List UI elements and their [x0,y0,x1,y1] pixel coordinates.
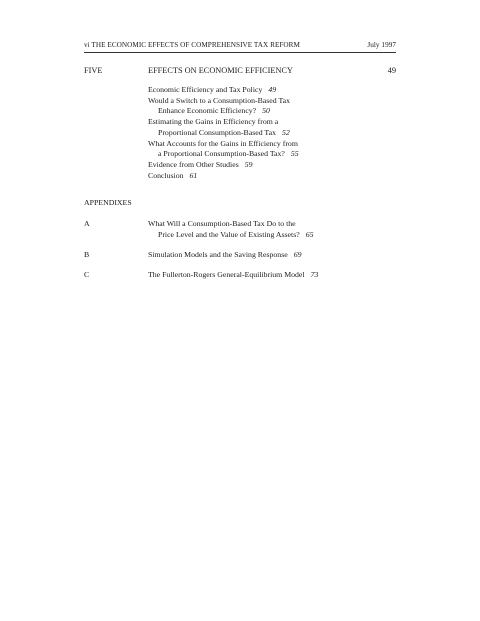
toc-page-number: 61 [189,170,198,180]
toc-entry-conclusion [148,171,368,182]
chapter-number: FIVE [84,66,103,75]
toc-entry-text: Evidence from Other Studies [148,159,239,169]
toc-entry-text: What Accounts for the Gains in Efficiency from [148,138,298,148]
toc-entry-switch-consumption-tax [148,96,368,117]
appendix-title [148,250,378,261]
chapter-title: EFFECTS ON ECONOMIC EFFICIENCY [148,66,293,75]
toc-entry-text-continued: Enhance Economic Efficiency? [158,106,257,116]
appendix-page-number: 65 [305,229,314,239]
toc-entry-text: Would a Switch to a Consumption-Based Tax [148,95,291,105]
toc-page-number: 59 [244,159,253,169]
appendix-page-number: 69 [293,250,302,259]
appendix-title [148,270,378,281]
section-list [148,85,368,181]
appendix-letter: A [84,219,90,228]
running-head-date: July 1997 [367,41,396,49]
appendix-title-text: The Fullerton-Rogers General-Equilibrium Model [148,270,305,279]
toc-entry-efficiency-policy [148,85,368,96]
toc-page-number: 52 [282,127,290,137]
appendix-title-text-continued: Price Level and the Value of Existing Assets? [158,229,300,239]
toc-entry-text-continued: Proportional Consumption-Based Tax [158,127,276,137]
appendixes-heading: APPENDIXES [84,198,132,207]
toc-entry-evidence [148,160,368,171]
toc-page-number: 55 [290,149,299,159]
appendix-title-text: What Will a Consumption-Based Tax Do to the [148,219,296,228]
toc-entry-text-continued: a Proportional Consumption-Based Tax? [158,149,285,159]
appendix-letter: B [84,250,90,259]
toc-page-number: 49 [268,85,277,94]
toc-page-number: 50 [262,106,270,116]
toc-entry-what-accounts [148,139,368,160]
chapter-page-number: 49 [387,66,396,75]
toc-entry-text: Economic Efficiency and Tax Policy [148,85,263,94]
appendix-page-number: 73 [310,270,319,279]
appendix-title [148,219,378,240]
running-head-title: vi THE ECONOMIC EFFECTS OF COMPREHENSIVE TAX REFORM [84,41,300,49]
toc-entry-text: Conclusion [148,170,184,180]
header-rule [84,52,396,53]
toc-entry-estimating-gains [148,117,368,138]
appendix-title-text: Simulation Models and the Saving Response [148,250,288,259]
toc-entry-text: Estimating the Gains in Efficiency from a [148,117,279,127]
appendix-letter: C [84,270,90,279]
